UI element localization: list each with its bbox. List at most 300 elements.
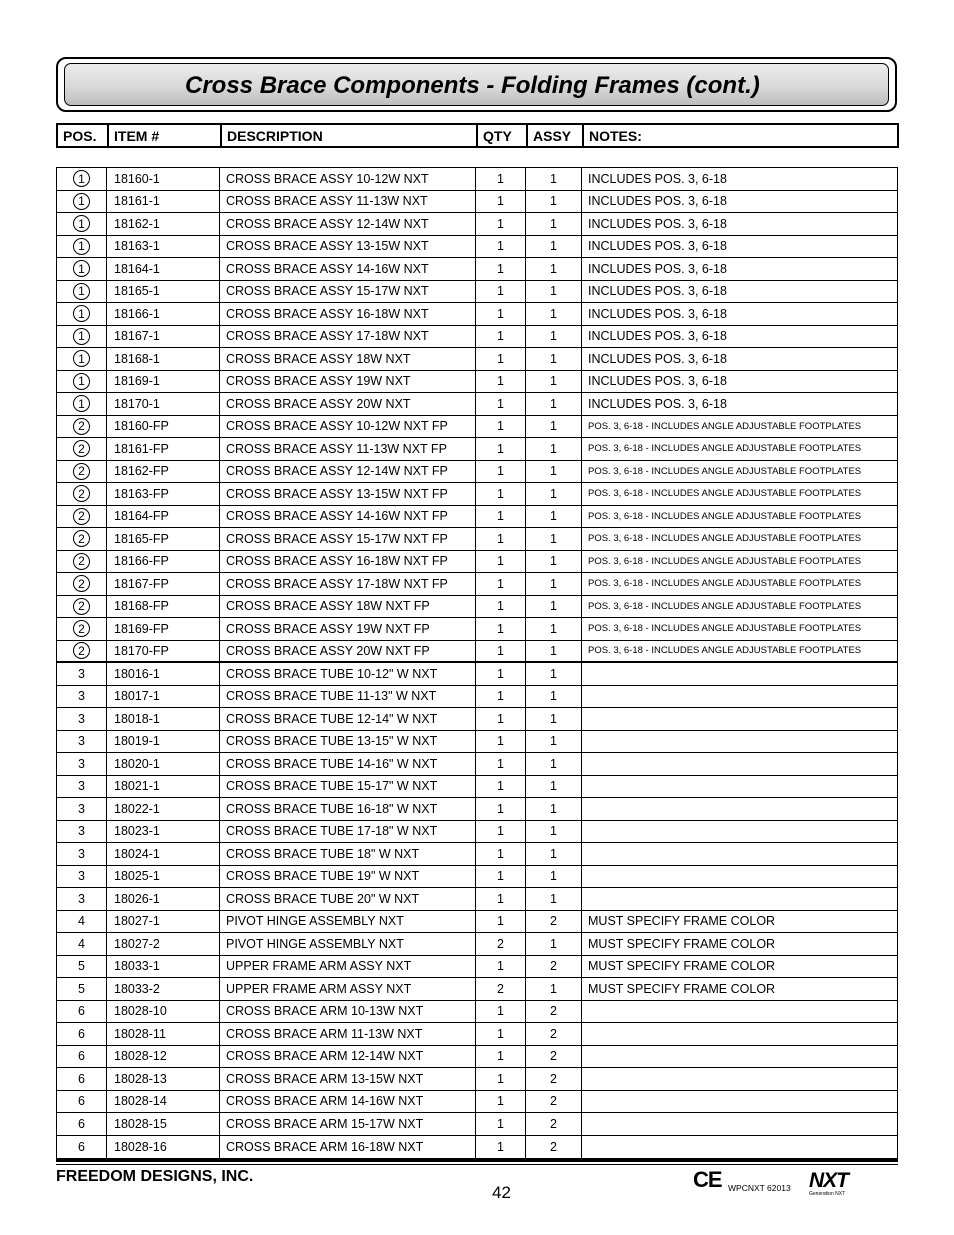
document-code: WPCNXT 62013	[728, 1183, 791, 1193]
cell-qty: 1	[476, 416, 526, 438]
table-row	[57, 821, 897, 844]
table-row	[57, 641, 897, 664]
cell-description: CROSS BRACE ASSY 13-15W NXT FP	[220, 483, 476, 505]
cell-description: CROSS BRACE TUBE 18" W NXT	[220, 843, 476, 865]
cell-item: 18021-1	[107, 776, 220, 798]
cell-item: 18017-1	[107, 686, 220, 708]
table-row	[57, 776, 897, 799]
title-banner-inner	[64, 63, 889, 106]
cell-pos: 3	[57, 663, 107, 685]
cell-qty: 1	[476, 1068, 526, 1090]
cell-assy: 2	[526, 1068, 582, 1090]
cell-notes: MUST SPECIFY FRAME COLOR	[588, 981, 776, 996]
cell-qty: 1	[476, 1001, 526, 1023]
position-callout-icon: 1	[73, 260, 90, 277]
cell-item: 18025-1	[107, 866, 220, 888]
position-callout-icon: 1	[73, 373, 90, 390]
cell-notes: POS. 3, 6-18 - INCLUDES ANGLE ADJUSTABLE FOOTPLATES	[588, 645, 862, 657]
position-callout-icon: 2	[73, 508, 90, 525]
table-row	[57, 551, 897, 574]
table-row	[57, 1023, 897, 1046]
cell-notes	[582, 1113, 897, 1135]
header-description: DESCRIPTION	[222, 125, 478, 146]
cell-assy: 1	[526, 371, 582, 393]
cell-notes	[582, 1001, 897, 1023]
cell-qty: 1	[476, 1046, 526, 1068]
cell-notes: POS. 3, 6-18 - INCLUDES ANGLE ADJUSTABLE FOOTPLATES	[588, 420, 862, 432]
cell-description: CROSS BRACE ASSY 13-15W NXT	[220, 236, 476, 258]
table-row	[57, 236, 897, 259]
cell-qty: 1	[476, 1136, 526, 1159]
nxt-logo-subtext: Generation NXT	[809, 1191, 846, 1197]
table-row	[57, 393, 897, 416]
table-row	[57, 596, 897, 619]
cell-qty: 1	[476, 1023, 526, 1045]
cell-pos: 3	[57, 843, 107, 865]
cell-notes: POS. 3, 6-18 - INCLUDES ANGLE ADJUSTABLE FOOTPLATES	[588, 600, 862, 612]
cell-assy: 1	[526, 528, 582, 550]
cell-assy: 1	[526, 326, 582, 348]
cell-assy: 1	[526, 933, 582, 955]
cell-assy: 1	[526, 506, 582, 528]
cell-description: CROSS BRACE ASSY 10-12W NXT FP	[220, 416, 476, 438]
cell-notes: INCLUDES POS. 3, 6-18	[588, 351, 727, 366]
table-row	[57, 933, 897, 956]
cell-assy: 1	[526, 573, 582, 595]
cell-pos	[57, 258, 107, 280]
cell-qty: 1	[476, 641, 526, 662]
table-row	[57, 506, 897, 529]
cell-pos: 3	[57, 866, 107, 888]
cell-notes	[582, 843, 897, 865]
table-row	[57, 708, 897, 731]
table-header	[56, 123, 899, 148]
cell-notes	[582, 663, 897, 685]
cell-description: UPPER FRAME ARM ASSY NXT	[220, 978, 476, 1000]
position-callout-icon: 1	[73, 283, 90, 300]
cell-assy: 2	[526, 1001, 582, 1023]
cell-pos	[57, 236, 107, 258]
table-row	[57, 1136, 897, 1159]
cell-notes	[582, 798, 897, 820]
cell-assy: 1	[526, 821, 582, 843]
header-notes: NOTES:	[589, 127, 642, 144]
cell-assy: 1	[526, 753, 582, 775]
cell-pos	[57, 348, 107, 370]
cell-qty: 1	[476, 708, 526, 730]
cell-qty: 1	[476, 281, 526, 303]
cell-assy: 1	[526, 551, 582, 573]
cell-qty: 1	[476, 663, 526, 685]
cell-item: 18022-1	[107, 798, 220, 820]
table-row	[57, 1113, 897, 1136]
table-row	[57, 168, 897, 191]
cell-assy: 1	[526, 348, 582, 370]
cell-notes	[582, 753, 897, 775]
cell-item: 18161-FP	[107, 438, 220, 460]
cell-qty: 1	[476, 506, 526, 528]
cell-assy: 1	[526, 483, 582, 505]
cell-description: CROSS BRACE ASSY 12-14W NXT FP	[220, 461, 476, 483]
cell-item: 18019-1	[107, 731, 220, 753]
cell-item: 18165-1	[107, 281, 220, 303]
cell-pos: 3	[57, 731, 107, 753]
table-row	[57, 438, 897, 461]
table-row	[57, 1046, 897, 1069]
cell-qty: 1	[476, 213, 526, 235]
cell-description: CROSS BRACE ASSY 15-17W NXT FP	[220, 528, 476, 550]
cell-assy: 1	[526, 393, 582, 415]
cell-qty: 1	[476, 618, 526, 640]
cell-description: CROSS BRACE ARM 16-18W NXT	[220, 1136, 476, 1159]
cell-description: CROSS BRACE ASSY 11-13W NXT FP	[220, 438, 476, 460]
cell-notes: POS. 3, 6-18 - INCLUDES ANGLE ADJUSTABLE FOOTPLATES	[588, 555, 862, 567]
cell-description: CROSS BRACE ASSY 14-16W NXT FP	[220, 506, 476, 528]
table-row	[57, 528, 897, 551]
header-pos: POS.	[58, 125, 109, 146]
cell-pos	[57, 461, 107, 483]
position-callout-icon: 1	[73, 215, 90, 232]
cell-pos: 5	[57, 956, 107, 978]
cell-item: 18168-1	[107, 348, 220, 370]
table-row	[57, 303, 897, 326]
cell-description: CROSS BRACE TUBE 15-17" W NXT	[220, 776, 476, 798]
footer-rule-thin	[56, 1164, 898, 1165]
cell-pos: 4	[57, 911, 107, 933]
cell-qty: 1	[476, 258, 526, 280]
title-banner	[56, 57, 897, 112]
table-row	[57, 281, 897, 304]
cell-qty: 1	[476, 168, 526, 190]
position-callout-icon: 1	[73, 350, 90, 367]
table-row	[57, 213, 897, 236]
cell-notes: POS. 3, 6-18 - INCLUDES ANGLE ADJUSTABLE FOOTPLATES	[588, 465, 862, 477]
cell-qty: 1	[476, 866, 526, 888]
table-row	[57, 1091, 897, 1114]
cell-qty: 1	[476, 191, 526, 213]
cell-description: CROSS BRACE TUBE 16-18" W NXT	[220, 798, 476, 820]
table-row	[57, 686, 897, 709]
cell-pos: 3	[57, 798, 107, 820]
cell-item: 18160-FP	[107, 416, 220, 438]
cell-item: 18026-1	[107, 888, 220, 910]
cell-notes	[582, 708, 897, 730]
table-row	[57, 978, 897, 1001]
cell-item: 18033-1	[107, 956, 220, 978]
cell-pos	[57, 506, 107, 528]
cell-item: 18169-FP	[107, 618, 220, 640]
cell-pos: 6	[57, 1046, 107, 1068]
cell-pos	[57, 641, 107, 662]
cell-pos: 3	[57, 753, 107, 775]
table-row	[57, 1001, 897, 1024]
cell-description: CROSS BRACE TUBE 12-14" W NXT	[220, 708, 476, 730]
position-callout-icon: 1	[73, 193, 90, 210]
cell-item: 18168-FP	[107, 596, 220, 618]
cell-qty: 1	[476, 821, 526, 843]
cell-item: 18169-1	[107, 371, 220, 393]
table-row	[57, 843, 897, 866]
cell-qty: 1	[476, 753, 526, 775]
cell-item: 18163-FP	[107, 483, 220, 505]
cell-item: 18160-1	[107, 168, 220, 190]
ce-mark-icon: CE	[693, 1167, 722, 1192]
cell-item: 18162-FP	[107, 461, 220, 483]
nxt-logo	[809, 1170, 848, 1197]
table-row	[57, 866, 897, 889]
cell-notes: POS. 3, 6-18 - INCLUDES ANGLE ADJUSTABLE FOOTPLATES	[588, 623, 862, 635]
cell-description: CROSS BRACE ASSY 20W NXT FP	[220, 641, 476, 662]
cell-description: PIVOT HINGE ASSEMBLY NXT	[220, 933, 476, 955]
cell-description: CROSS BRACE ASSY 12-14W NXT	[220, 213, 476, 235]
table-row	[57, 618, 897, 641]
cell-assy: 1	[526, 866, 582, 888]
cell-assy: 1	[526, 213, 582, 235]
cell-item: 18028-11	[107, 1023, 220, 1045]
cell-item: 18020-1	[107, 753, 220, 775]
position-callout-icon: 2	[73, 530, 90, 547]
position-callout-icon: 2	[73, 620, 90, 637]
cell-qty: 1	[476, 236, 526, 258]
cell-description: CROSS BRACE ARM 14-16W NXT	[220, 1091, 476, 1113]
cell-description: CROSS BRACE ASSY 11-13W NXT	[220, 191, 476, 213]
cell-pos	[57, 551, 107, 573]
cell-qty: 1	[476, 776, 526, 798]
cell-qty: 1	[476, 843, 526, 865]
cell-assy: 1	[526, 303, 582, 325]
cell-notes: POS. 3, 6-18 - INCLUDES ANGLE ADJUSTABLE FOOTPLATES	[588, 443, 862, 455]
table-row	[57, 461, 897, 484]
cell-item: 18163-1	[107, 236, 220, 258]
cell-description: CROSS BRACE ASSY 16-18W NXT FP	[220, 551, 476, 573]
cell-notes: POS. 3, 6-18 - INCLUDES ANGLE ADJUSTABLE FOOTPLATES	[588, 488, 862, 500]
parts-table	[56, 167, 898, 1159]
table-row	[57, 348, 897, 371]
cell-notes: INCLUDES POS. 3, 6-18	[588, 171, 727, 186]
position-callout-icon: 2	[73, 485, 90, 502]
position-callout-icon: 2	[73, 463, 90, 480]
cell-assy: 2	[526, 911, 582, 933]
cell-assy: 1	[526, 618, 582, 640]
table-row	[57, 258, 897, 281]
table-row	[57, 888, 897, 911]
footer-rule-thick	[56, 1159, 898, 1162]
cell-assy: 1	[526, 596, 582, 618]
header-qty: QTY	[478, 125, 528, 146]
cell-description: CROSS BRACE ASSY 15-17W NXT	[220, 281, 476, 303]
cell-notes	[582, 1046, 897, 1068]
cell-item: 18018-1	[107, 708, 220, 730]
cell-pos: 6	[57, 1136, 107, 1159]
cell-description: CROSS BRACE ASSY 10-12W NXT	[220, 168, 476, 190]
cell-description: CROSS BRACE TUBE 19" W NXT	[220, 866, 476, 888]
cell-notes	[582, 888, 897, 910]
cell-pos: 3	[57, 708, 107, 730]
cell-qty: 1	[476, 551, 526, 573]
position-callout-icon: 1	[73, 395, 90, 412]
cell-pos	[57, 618, 107, 640]
cell-qty: 1	[476, 798, 526, 820]
cell-assy: 1	[526, 978, 582, 1000]
cell-description: CROSS BRACE ASSY 17-18W NXT	[220, 326, 476, 348]
cell-notes: MUST SPECIFY FRAME COLOR	[588, 936, 776, 951]
cell-pos: 6	[57, 1023, 107, 1045]
cell-assy: 1	[526, 258, 582, 280]
cell-pos: 5	[57, 978, 107, 1000]
cell-assy: 1	[526, 281, 582, 303]
cell-assy: 2	[526, 1046, 582, 1068]
cell-description: CROSS BRACE ASSY 18W NXT FP	[220, 596, 476, 618]
position-callout-icon: 1	[73, 305, 90, 322]
position-callout-icon: 2	[73, 440, 90, 457]
cell-assy: 2	[526, 956, 582, 978]
cell-item: 18170-FP	[107, 641, 220, 662]
cell-item: 18024-1	[107, 843, 220, 865]
company-name: FREEDOM DESIGNS, INC.	[56, 1168, 254, 1185]
cell-description: CROSS BRACE TUBE 20" W NXT	[220, 888, 476, 910]
cell-notes: INCLUDES POS. 3, 6-18	[588, 239, 727, 254]
cell-description: PIVOT HINGE ASSEMBLY NXT	[220, 911, 476, 933]
cell-assy: 1	[526, 416, 582, 438]
cell-description: CROSS BRACE TUBE 14-16" W NXT	[220, 753, 476, 775]
cell-description: CROSS BRACE ASSY 19W NXT FP	[220, 618, 476, 640]
cell-description: UPPER FRAME ARM ASSY NXT	[220, 956, 476, 978]
table-row	[57, 416, 897, 439]
cell-assy: 1	[526, 438, 582, 460]
cell-notes: INCLUDES POS. 3, 6-18	[588, 284, 727, 299]
position-callout-icon: 1	[73, 328, 90, 345]
cell-notes	[582, 866, 897, 888]
cell-qty: 1	[476, 1091, 526, 1113]
position-callout-icon: 2	[73, 418, 90, 435]
cell-assy: 2	[526, 1136, 582, 1159]
cell-description: CROSS BRACE ASSY 19W NXT	[220, 371, 476, 393]
cell-assy: 1	[526, 191, 582, 213]
cell-assy: 1	[526, 888, 582, 910]
position-callout-icon: 2	[73, 553, 90, 570]
cell-description: CROSS BRACE ASSY 18W NXT	[220, 348, 476, 370]
cell-notes	[582, 1023, 897, 1045]
cell-item: 18028-15	[107, 1113, 220, 1135]
cell-assy: 1	[526, 708, 582, 730]
cell-assy: 1	[526, 461, 582, 483]
cell-pos	[57, 416, 107, 438]
cell-pos	[57, 303, 107, 325]
cell-pos	[57, 528, 107, 550]
position-callout-icon: 1	[73, 170, 90, 187]
cell-item: 18028-16	[107, 1136, 220, 1159]
cell-item: 18167-FP	[107, 573, 220, 595]
cell-description: CROSS BRACE ARM 11-13W NXT	[220, 1023, 476, 1045]
cell-notes	[582, 1068, 897, 1090]
cell-pos: 6	[57, 1001, 107, 1023]
position-callout-icon: 1	[73, 238, 90, 255]
cell-pos: 6	[57, 1068, 107, 1090]
table-row	[57, 911, 897, 934]
cell-assy: 1	[526, 236, 582, 258]
cell-qty: 1	[476, 596, 526, 618]
page-title: Cross Brace Components - Folding Frames (cont.)	[185, 72, 760, 99]
cell-item: 18162-1	[107, 213, 220, 235]
cell-qty: 2	[476, 933, 526, 955]
cell-qty: 1	[476, 371, 526, 393]
cell-pos: 6	[57, 1113, 107, 1135]
cell-pos: 3	[57, 776, 107, 798]
cell-notes: INCLUDES POS. 3, 6-18	[588, 374, 727, 389]
cell-qty: 1	[476, 1113, 526, 1135]
table-row	[57, 663, 897, 686]
cell-description: CROSS BRACE ASSY 14-16W NXT	[220, 258, 476, 280]
cell-notes: POS. 3, 6-18 - INCLUDES ANGLE ADJUSTABLE FOOTPLATES	[588, 533, 862, 545]
cell-pos	[57, 213, 107, 235]
cell-notes: INCLUDES POS. 3, 6-18	[588, 329, 727, 344]
cell-notes: INCLUDES POS. 3, 6-18	[588, 306, 727, 321]
cell-qty: 2	[476, 978, 526, 1000]
cell-pos: 3	[57, 686, 107, 708]
cell-item: 18028-12	[107, 1046, 220, 1068]
cell-description: CROSS BRACE ARM 12-14W NXT	[220, 1046, 476, 1068]
cell-assy: 2	[526, 1023, 582, 1045]
table-row	[57, 753, 897, 776]
cell-item: 18167-1	[107, 326, 220, 348]
cell-pos	[57, 281, 107, 303]
cell-item: 18161-1	[107, 191, 220, 213]
cell-item: 18170-1	[107, 393, 220, 415]
cell-assy: 1	[526, 686, 582, 708]
cell-qty: 1	[476, 393, 526, 415]
cell-pos: 6	[57, 1091, 107, 1113]
cell-description: CROSS BRACE TUBE 13-15" W NXT	[220, 731, 476, 753]
cell-pos	[57, 573, 107, 595]
position-callout-icon: 2	[73, 575, 90, 592]
cell-qty: 1	[476, 461, 526, 483]
cell-item: 18164-FP	[107, 506, 220, 528]
cell-qty: 1	[476, 326, 526, 348]
cell-item: 18027-2	[107, 933, 220, 955]
table-row	[57, 371, 897, 394]
table-row	[57, 1068, 897, 1091]
cell-notes: MUST SPECIFY FRAME COLOR	[588, 914, 776, 929]
cell-notes: MUST SPECIFY FRAME COLOR	[588, 959, 776, 974]
cell-description: CROSS BRACE ARM 15-17W NXT	[220, 1113, 476, 1135]
position-callout-icon: 2	[73, 642, 90, 659]
cell-description: CROSS BRACE ARM 10-13W NXT	[220, 1001, 476, 1023]
cell-notes	[582, 686, 897, 708]
cell-description: CROSS BRACE ASSY 17-18W NXT FP	[220, 573, 476, 595]
cell-pos	[57, 438, 107, 460]
cell-item: 18166-FP	[107, 551, 220, 573]
cell-notes	[582, 731, 897, 753]
cell-qty: 1	[476, 888, 526, 910]
cell-item: 18028-14	[107, 1091, 220, 1113]
cell-description: CROSS BRACE ARM 13-15W NXT	[220, 1068, 476, 1090]
table-row	[57, 573, 897, 596]
cell-item: 18033-2	[107, 978, 220, 1000]
table-row	[57, 956, 897, 979]
cell-pos	[57, 596, 107, 618]
cell-qty: 1	[476, 438, 526, 460]
nxt-logo-text: NXT	[809, 1169, 848, 1192]
cell-notes: INCLUDES POS. 3, 6-18	[588, 194, 727, 209]
position-callout-icon: 2	[73, 598, 90, 615]
cell-assy: 1	[526, 168, 582, 190]
cell-qty: 1	[476, 483, 526, 505]
cell-assy: 1	[526, 663, 582, 685]
cell-qty: 1	[476, 911, 526, 933]
cell-description: CROSS BRACE TUBE 11-13" W NXT	[220, 686, 476, 708]
cell-description: CROSS BRACE TUBE 17-18" W NXT	[220, 821, 476, 843]
cell-description: CROSS BRACE TUBE 10-12" W NXT	[220, 663, 476, 685]
